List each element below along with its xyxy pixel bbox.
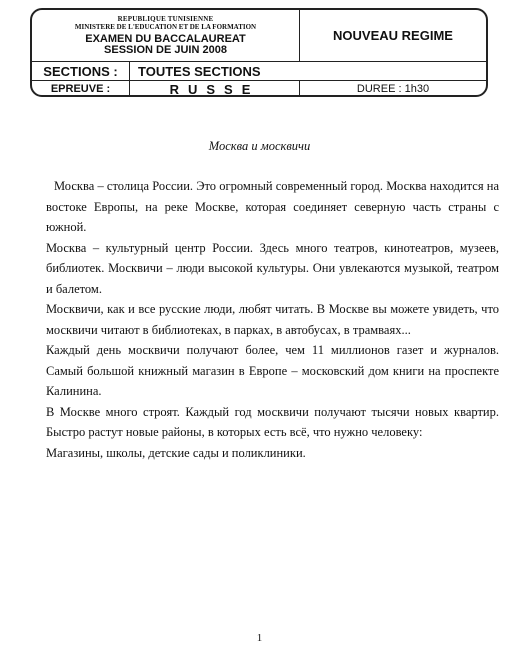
text-title: Москва и москвичи [208,139,311,153]
paragraph: Каждый день москвичи получают более, чем 11 миллионов газет и журналов. Самый большой книжный магазин в Европе – московский дом книги на проспекте Калинина. [46,343,499,398]
session-text: SESSION DE JUIN 2008 [104,43,227,56]
paragraph: Москвичи, как и все русские люди, любят читать. В Москве вы можете увидеть, что москвичи читают в библиотеках, в парках, в автобусах, в трамваях... [46,302,499,337]
paragraph: Москва – столица России. Это огромный современный город. Москва находится на востоке Европы, на реке Москве, которая соединяет северную часть страны с южной. [46,179,499,234]
sections-label: SECTIONS : [32,62,130,80]
header-row-epreuve [32,81,486,97]
paragraph: Москва – культурный центр России. Здесь много театров, кинотеатров, музеев, библиотек. Москвичи – люди высокой культуры. Они увлекаются музыкой, театром и балетом. [46,240,499,296]
exam-title: EXAMEN DU BACCALAUREAT [85,32,246,45]
paragraph: В Москве много строят. Каждый год москвичи получают тысячи новых квартир. Быстро растут новые районы, в которых есть всё, что нужно человеку: [46,404,499,439]
epreuve-subject: RUSSE [130,81,300,97]
republic-text: REPUBLIQUE TUNISIENNE [117,14,214,23]
duration-text: DUREE : 1h30 [356,83,430,95]
regime-label: NOUVEAU REGIME [333,28,453,43]
header-row-sections [32,62,486,81]
reading-text [46,176,499,463]
header-row-ministry [32,10,486,62]
paragraph: Магазины, школы, детские сады и поликлиники. [46,445,306,460]
exam-header-box [30,8,488,97]
page-number: 1 [256,632,263,644]
epreuve-label: EPREUVE : [32,81,130,97]
sections-value: TOUTES SECTIONS [138,63,261,79]
ministry-block [32,10,300,61]
ministry-text: MINISTERE DE L'EDUCATION ET DE LA FORMATION [74,22,257,31]
